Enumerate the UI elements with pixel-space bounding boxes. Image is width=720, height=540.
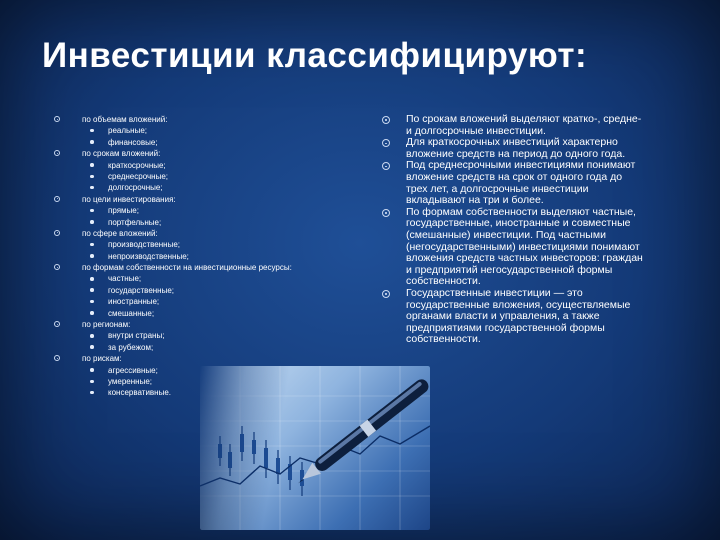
- classification-category: [52, 148, 352, 159]
- dot-bullet-icon: [90, 243, 94, 247]
- explanation-line: вложение средств на период до одного года.: [406, 147, 626, 160]
- circle-bullet-icon: [54, 150, 60, 156]
- list-item-text: по цели инвестирования:: [82, 194, 176, 204]
- list-item-text: долгосрочные;: [108, 183, 163, 193]
- circle-bullet-icon: [54, 264, 60, 270]
- classification-subitem: [52, 273, 352, 284]
- classification-subitem: [52, 376, 352, 387]
- list-item-text: непроизводственные;: [108, 251, 189, 261]
- classification-subitem: [52, 285, 352, 296]
- classification-category: [52, 194, 352, 205]
- list-item-text: среднесрочные;: [108, 171, 168, 181]
- classification-category: [52, 228, 352, 239]
- dot-bullet-icon: [90, 345, 94, 349]
- explanation-line: Под среднесрочными инвестициями понимают: [406, 159, 636, 172]
- classification-subitem: [52, 387, 352, 398]
- classification-subitem: [52, 239, 352, 250]
- circle-bullet-icon: [54, 355, 60, 361]
- dot-bullet-icon: [90, 129, 94, 133]
- slide-title: Инвестиции классифицируют:: [42, 36, 588, 75]
- dot-bullet-icon: [90, 163, 94, 167]
- explanation-line: органами власти и управления, а также: [406, 310, 600, 323]
- classification-subitem: [52, 308, 352, 319]
- explanation-line: вкладывают на три и более.: [406, 194, 544, 207]
- classification-category: [52, 353, 352, 364]
- list-item-text: по сфере вложений:: [82, 228, 158, 238]
- explanation-line: (негосударственными) инвестициями понимают: [406, 240, 640, 253]
- dot-bullet-icon: [90, 140, 94, 144]
- explanation-item: [380, 137, 680, 160]
- explanation-line: и долгосрочные инвестиции.: [406, 124, 546, 137]
- explanation-line: и предприятий негосударственной формы: [406, 263, 613, 276]
- list-item-text: по срокам вложений:: [82, 149, 161, 159]
- circle-bullet-icon: [54, 196, 60, 202]
- classification-subitem: [52, 342, 352, 353]
- explanation-line: собственности.: [406, 333, 481, 346]
- classification-subitem: [52, 217, 352, 228]
- list-item-text: реальные;: [108, 126, 148, 136]
- classification-subitem: [52, 205, 352, 216]
- circle-bullet-icon: [382, 209, 390, 217]
- explanation-line: Государственные инвестиции — это: [406, 286, 583, 299]
- classification-subitem: [52, 137, 352, 148]
- explanation-line: Для краткосрочных инвестиций характерно: [406, 136, 618, 149]
- classification-category: [52, 319, 352, 330]
- list-item-text: по регионам:: [82, 320, 131, 330]
- classification-category: [52, 262, 352, 273]
- circle-bullet-icon: [54, 230, 60, 236]
- list-item-text: иностранные;: [108, 297, 160, 307]
- dot-bullet-icon: [90, 300, 94, 304]
- circle-bullet-icon: [382, 116, 390, 124]
- list-item-text: агрессивные;: [108, 365, 158, 375]
- explanation-line: (смешанные) инвестиции. Под частными: [406, 228, 606, 241]
- classification-subitem: [52, 171, 352, 182]
- dot-bullet-icon: [90, 288, 94, 292]
- classification-list: [52, 114, 352, 399]
- dot-bullet-icon: [90, 277, 94, 281]
- explanation-item: [380, 207, 680, 288]
- classification-subitem: [52, 182, 352, 193]
- dot-bullet-icon: [90, 334, 94, 338]
- explanation-item: [380, 160, 680, 206]
- dot-bullet-icon: [90, 220, 94, 224]
- classification-subitem: [52, 365, 352, 376]
- list-item-text: частные;: [108, 274, 142, 284]
- dot-bullet-icon: [90, 311, 94, 315]
- classification-category: [52, 114, 352, 125]
- list-item-text: умеренные;: [108, 376, 153, 386]
- list-item-text: производственные;: [108, 240, 180, 250]
- explanation-line: вложение средств на срок от одного года до: [406, 170, 623, 183]
- explanation-line: предприятиями государственной формы: [406, 321, 605, 334]
- explanation-line: По формам собственности выделяют частные,: [406, 205, 636, 218]
- explanation-line: трех лет, а долгосрочные инвестиции: [406, 182, 589, 195]
- explanation-line: собственности.: [406, 275, 481, 288]
- list-item-text: за рубежом;: [108, 342, 154, 352]
- classification-subitem: [52, 125, 352, 136]
- classification-subitem: [52, 330, 352, 341]
- list-item-text: смешанные;: [108, 308, 155, 318]
- list-item-text: краткосрочные;: [108, 160, 166, 170]
- list-item-text: портфельные;: [108, 217, 162, 227]
- dot-bullet-icon: [90, 209, 94, 213]
- explanation-item: [380, 288, 680, 346]
- explanation-list: [380, 114, 680, 346]
- list-item-text: по рискам:: [82, 354, 122, 364]
- dot-bullet-icon: [90, 391, 94, 395]
- list-item-text: государственные;: [108, 285, 175, 295]
- circle-bullet-icon: [382, 139, 390, 147]
- list-item-text: финансовые;: [108, 137, 158, 147]
- explanation-line: По срокам вложений выделяют кратко-, средне-: [406, 113, 642, 125]
- dot-bullet-icon: [90, 175, 94, 179]
- dot-bullet-icon: [90, 368, 94, 372]
- circle-bullet-icon: [54, 116, 60, 122]
- classification-subitem: [52, 251, 352, 262]
- list-item-text: прямые;: [108, 206, 139, 216]
- circle-bullet-icon: [54, 321, 60, 327]
- classification-subitem: [52, 296, 352, 307]
- classification-subitem: [52, 160, 352, 171]
- dot-bullet-icon: [90, 254, 94, 258]
- dot-bullet-icon: [90, 186, 94, 190]
- list-item-text: по формам собственности на инвестиционные ресурсы:: [82, 263, 292, 273]
- list-item-text: консервативные.: [108, 388, 172, 398]
- explanation-line: государственные вложения, осуществляемые: [406, 298, 631, 311]
- circle-bullet-icon: [382, 162, 390, 170]
- circle-bullet-icon: [382, 290, 390, 298]
- explanation-line: вложения средств частных инвесторов: граждан: [406, 252, 643, 265]
- dot-bullet-icon: [90, 380, 94, 384]
- list-item-text: по объемам вложений:: [82, 115, 168, 124]
- explanation-line: государственные, иностранные и совместные: [406, 217, 631, 230]
- explanation-item: [380, 114, 680, 137]
- list-item-text: внутри страны;: [108, 331, 165, 341]
